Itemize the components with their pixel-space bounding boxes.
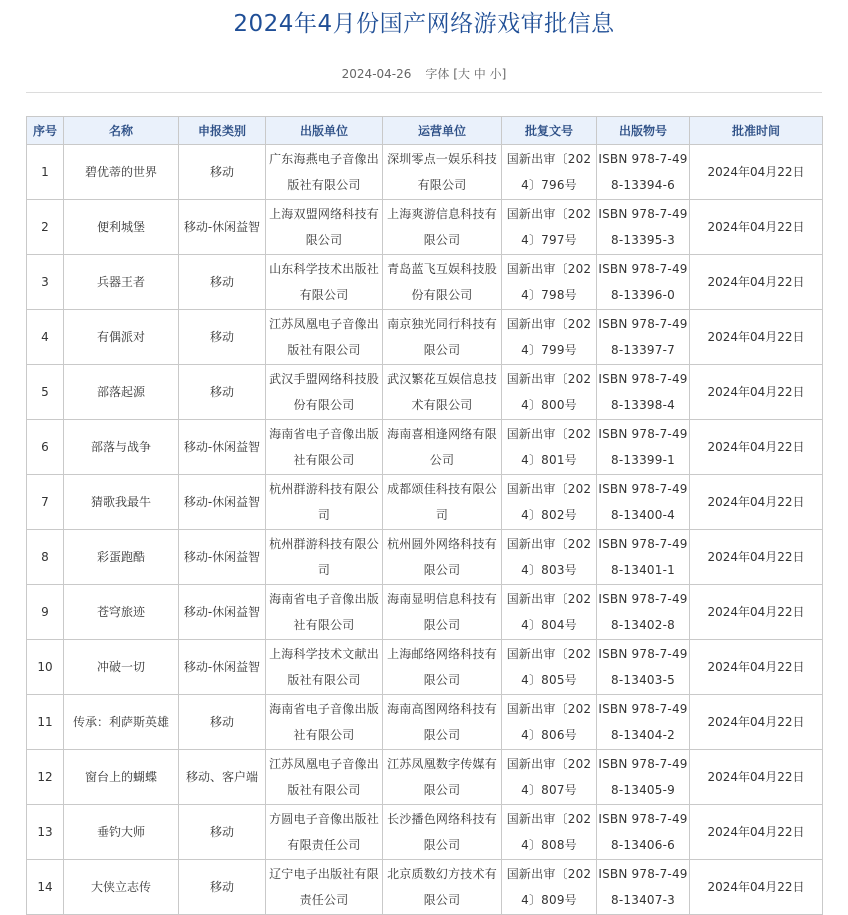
- approval-number: 国新出审〔2024〕796号: [502, 145, 597, 200]
- approval-date: 2024年04月22日: [690, 860, 823, 915]
- header-publisher: 出版单位: [266, 117, 383, 145]
- operator-name: 青岛蓝飞互娱科技股份有限公司: [383, 255, 502, 310]
- game-category: 移动-休闲益智: [179, 475, 266, 530]
- game-category: 移动-休闲益智: [179, 530, 266, 585]
- table-row: [27, 310, 823, 365]
- approval-date: 2024年04月22日: [690, 475, 823, 530]
- approval-date: 2024年04月22日: [690, 420, 823, 475]
- approval-table: [26, 116, 823, 915]
- game-category: 移动、客户端: [179, 750, 266, 805]
- row-index: 8: [27, 530, 64, 585]
- game-category: 移动-休闲益智: [179, 640, 266, 695]
- header-category: 申报类别: [179, 117, 266, 145]
- header-approval-date: 批准时间: [690, 117, 823, 145]
- article-meta: [0, 65, 848, 83]
- approval-date: 2024年04月22日: [690, 640, 823, 695]
- game-name: 大侠立志传: [64, 860, 179, 915]
- isbn-number: ISBN 978-7-498-13406-6: [597, 805, 690, 860]
- operator-name: 南京独光同行科技有限公司: [383, 310, 502, 365]
- game-category: 移动-休闲益智: [179, 420, 266, 475]
- operator-name: 上海爽游信息科技有限公司: [383, 200, 502, 255]
- game-name: 便利城堡: [64, 200, 179, 255]
- publisher-name: 广东海燕电子音像出版社有限公司: [266, 145, 383, 200]
- row-index: 10: [27, 640, 64, 695]
- approval-date: 2024年04月22日: [690, 530, 823, 585]
- publisher-name: 海南省电子音像出版社有限公司: [266, 695, 383, 750]
- game-category: 移动-休闲益智: [179, 200, 266, 255]
- operator-name: 海南显明信息科技有限公司: [383, 585, 502, 640]
- game-category: 移动: [179, 695, 266, 750]
- approval-date: 2024年04月22日: [690, 255, 823, 310]
- publisher-name: 上海双盟网络科技有限公司: [266, 200, 383, 255]
- isbn-number: ISBN 978-7-498-13394-6: [597, 145, 690, 200]
- game-name: 兵器王者: [64, 255, 179, 310]
- isbn-number: ISBN 978-7-498-13395-3: [597, 200, 690, 255]
- isbn-number: ISBN 978-7-498-13397-7: [597, 310, 690, 365]
- operator-name: 杭州圆外网络科技有限公司: [383, 530, 502, 585]
- publisher-name: 杭州群游科技有限公司: [266, 530, 383, 585]
- approval-date: 2024年04月22日: [690, 585, 823, 640]
- operator-name: 江苏凤凰数字传媒有限公司: [383, 750, 502, 805]
- isbn-number: ISBN 978-7-498-13407-3: [597, 860, 690, 915]
- row-index: 5: [27, 365, 64, 420]
- operator-name: 长沙播色网络科技有限公司: [383, 805, 502, 860]
- operator-name: 成都颂佳科技有限公司: [383, 475, 502, 530]
- game-name: 垂钓大师: [64, 805, 179, 860]
- operator-name: 海南喜相逢网络有限公司: [383, 420, 502, 475]
- header-index: 序号: [27, 117, 64, 145]
- publisher-name: 武汉手盟网络科技股份有限公司: [266, 365, 383, 420]
- table-row: [27, 200, 823, 255]
- approval-date: 2024年04月22日: [690, 695, 823, 750]
- table-row: [27, 640, 823, 695]
- publisher-name: 方圆电子音像出版社有限责任公司: [266, 805, 383, 860]
- approval-number: 国新出审〔2024〕805号: [502, 640, 597, 695]
- table-row: [27, 255, 823, 310]
- publisher-name: 海南省电子音像出版社有限公司: [266, 420, 383, 475]
- table-header: [27, 117, 823, 145]
- row-index: 3: [27, 255, 64, 310]
- approval-number: 国新出审〔2024〕802号: [502, 475, 597, 530]
- isbn-number: ISBN 978-7-498-13398-4: [597, 365, 690, 420]
- publisher-name: 江苏凤凰电子音像出版社有限公司: [266, 750, 383, 805]
- game-name: 碧优蒂的世界: [64, 145, 179, 200]
- game-name: 苍穹旅迹: [64, 585, 179, 640]
- table-body: [27, 145, 823, 915]
- approval-number: 国新出审〔2024〕800号: [502, 365, 597, 420]
- publish-date: 2024-04-26: [341, 67, 412, 81]
- publisher-name: 辽宁电子出版社有限责任公司: [266, 860, 383, 915]
- approval-number: 国新出审〔2024〕804号: [502, 585, 597, 640]
- isbn-number: ISBN 978-7-498-13400-4: [597, 475, 690, 530]
- game-name: 传承：利萨斯英雄: [64, 695, 179, 750]
- table-row: [27, 475, 823, 530]
- table-row: [27, 365, 823, 420]
- approval-number: 国新出审〔2024〕809号: [502, 860, 597, 915]
- approval-number: 国新出审〔2024〕803号: [502, 530, 597, 585]
- approval-number: 国新出审〔2024〕798号: [502, 255, 597, 310]
- row-index: 1: [27, 145, 64, 200]
- approval-date: 2024年04月22日: [690, 750, 823, 805]
- approval-date: 2024年04月22日: [690, 200, 823, 255]
- table-row: [27, 530, 823, 585]
- font-size-medium-button[interactable]: 中: [473, 67, 486, 81]
- game-name: 有偶派对: [64, 310, 179, 365]
- approval-number: 国新出审〔2024〕806号: [502, 695, 597, 750]
- approval-number: 国新出审〔2024〕808号: [502, 805, 597, 860]
- game-category: 移动: [179, 310, 266, 365]
- table-row: [27, 585, 823, 640]
- header-name: 名称: [64, 117, 179, 145]
- font-size-label: 字体: [425, 67, 450, 81]
- game-category: 移动: [179, 805, 266, 860]
- game-name: 猜歌我最牛: [64, 475, 179, 530]
- approval-date: 2024年04月22日: [690, 310, 823, 365]
- game-category: 移动: [179, 255, 266, 310]
- table-row: [27, 145, 823, 200]
- operator-name: 北京质数幻方技术有限公司: [383, 860, 502, 915]
- isbn-number: ISBN 978-7-498-13403-5: [597, 640, 690, 695]
- game-name: 部落与战争: [64, 420, 179, 475]
- isbn-number: ISBN 978-7-498-13399-1: [597, 420, 690, 475]
- table-row: [27, 860, 823, 915]
- row-index: 12: [27, 750, 64, 805]
- row-index: 7: [27, 475, 64, 530]
- table-row: [27, 750, 823, 805]
- approval-date: 2024年04月22日: [690, 805, 823, 860]
- game-category: 移动-休闲益智: [179, 585, 266, 640]
- game-category: 移动: [179, 145, 266, 200]
- publisher-name: 上海科学技术文献出版社有限公司: [266, 640, 383, 695]
- publisher-name: 江苏凤凰电子音像出版社有限公司: [266, 310, 383, 365]
- isbn-number: ISBN 978-7-498-13396-0: [597, 255, 690, 310]
- approval-number: 国新出审〔2024〕797号: [502, 200, 597, 255]
- isbn-number: ISBN 978-7-498-13401-1: [597, 530, 690, 585]
- isbn-number: ISBN 978-7-498-13404-2: [597, 695, 690, 750]
- game-name: 窗台上的蝴蝶: [64, 750, 179, 805]
- table-row: [27, 695, 823, 750]
- game-category: 移动: [179, 860, 266, 915]
- font-size-close-bracket: ]: [501, 67, 507, 81]
- publisher-name: 山东科学技术出版社有限公司: [266, 255, 383, 310]
- header-operator: 运营单位: [383, 117, 502, 145]
- row-index: 4: [27, 310, 64, 365]
- title-divider: [26, 92, 822, 93]
- font-size-large-button[interactable]: 大: [457, 67, 470, 81]
- table-row: [27, 805, 823, 860]
- header-approval-no: 批复文号: [502, 117, 597, 145]
- header-row: [27, 117, 823, 145]
- page-title: 2024年4月份国产网络游戏审批信息: [233, 11, 615, 37]
- row-index: 13: [27, 805, 64, 860]
- row-index: 14: [27, 860, 64, 915]
- approval-number: 国新出审〔2024〕801号: [502, 420, 597, 475]
- row-index: 2: [27, 200, 64, 255]
- game-name: 冲破一切: [64, 640, 179, 695]
- approval-date: 2024年04月22日: [690, 365, 823, 420]
- game-name: 彩蛋跑酷: [64, 530, 179, 585]
- publisher-name: 杭州群游科技有限公司: [266, 475, 383, 530]
- operator-name: 武汉繁花互娱信息技术有限公司: [383, 365, 502, 420]
- row-index: 6: [27, 420, 64, 475]
- operator-name: 上海邮络网络科技有限公司: [383, 640, 502, 695]
- game-name: 部落起源: [64, 365, 179, 420]
- publisher-name: 海南省电子音像出版社有限公司: [266, 585, 383, 640]
- approval-date: 2024年04月22日: [690, 145, 823, 200]
- table-row: [27, 420, 823, 475]
- row-index: 11: [27, 695, 64, 750]
- row-index: 9: [27, 585, 64, 640]
- operator-name: 深圳零点一娱乐科技有限公司: [383, 145, 502, 200]
- operator-name: 海南高图网络科技有限公司: [383, 695, 502, 750]
- approval-number: 国新出审〔2024〕799号: [502, 310, 597, 365]
- header-isbn: 出版物号: [597, 117, 690, 145]
- font-size-small-button[interactable]: 小: [489, 67, 502, 81]
- font-size-open-bracket: [: [453, 67, 458, 81]
- approval-number: 国新出审〔2024〕807号: [502, 750, 597, 805]
- game-category: 移动: [179, 365, 266, 420]
- isbn-number: ISBN 978-7-498-13405-9: [597, 750, 690, 805]
- isbn-number: ISBN 978-7-498-13402-8: [597, 585, 690, 640]
